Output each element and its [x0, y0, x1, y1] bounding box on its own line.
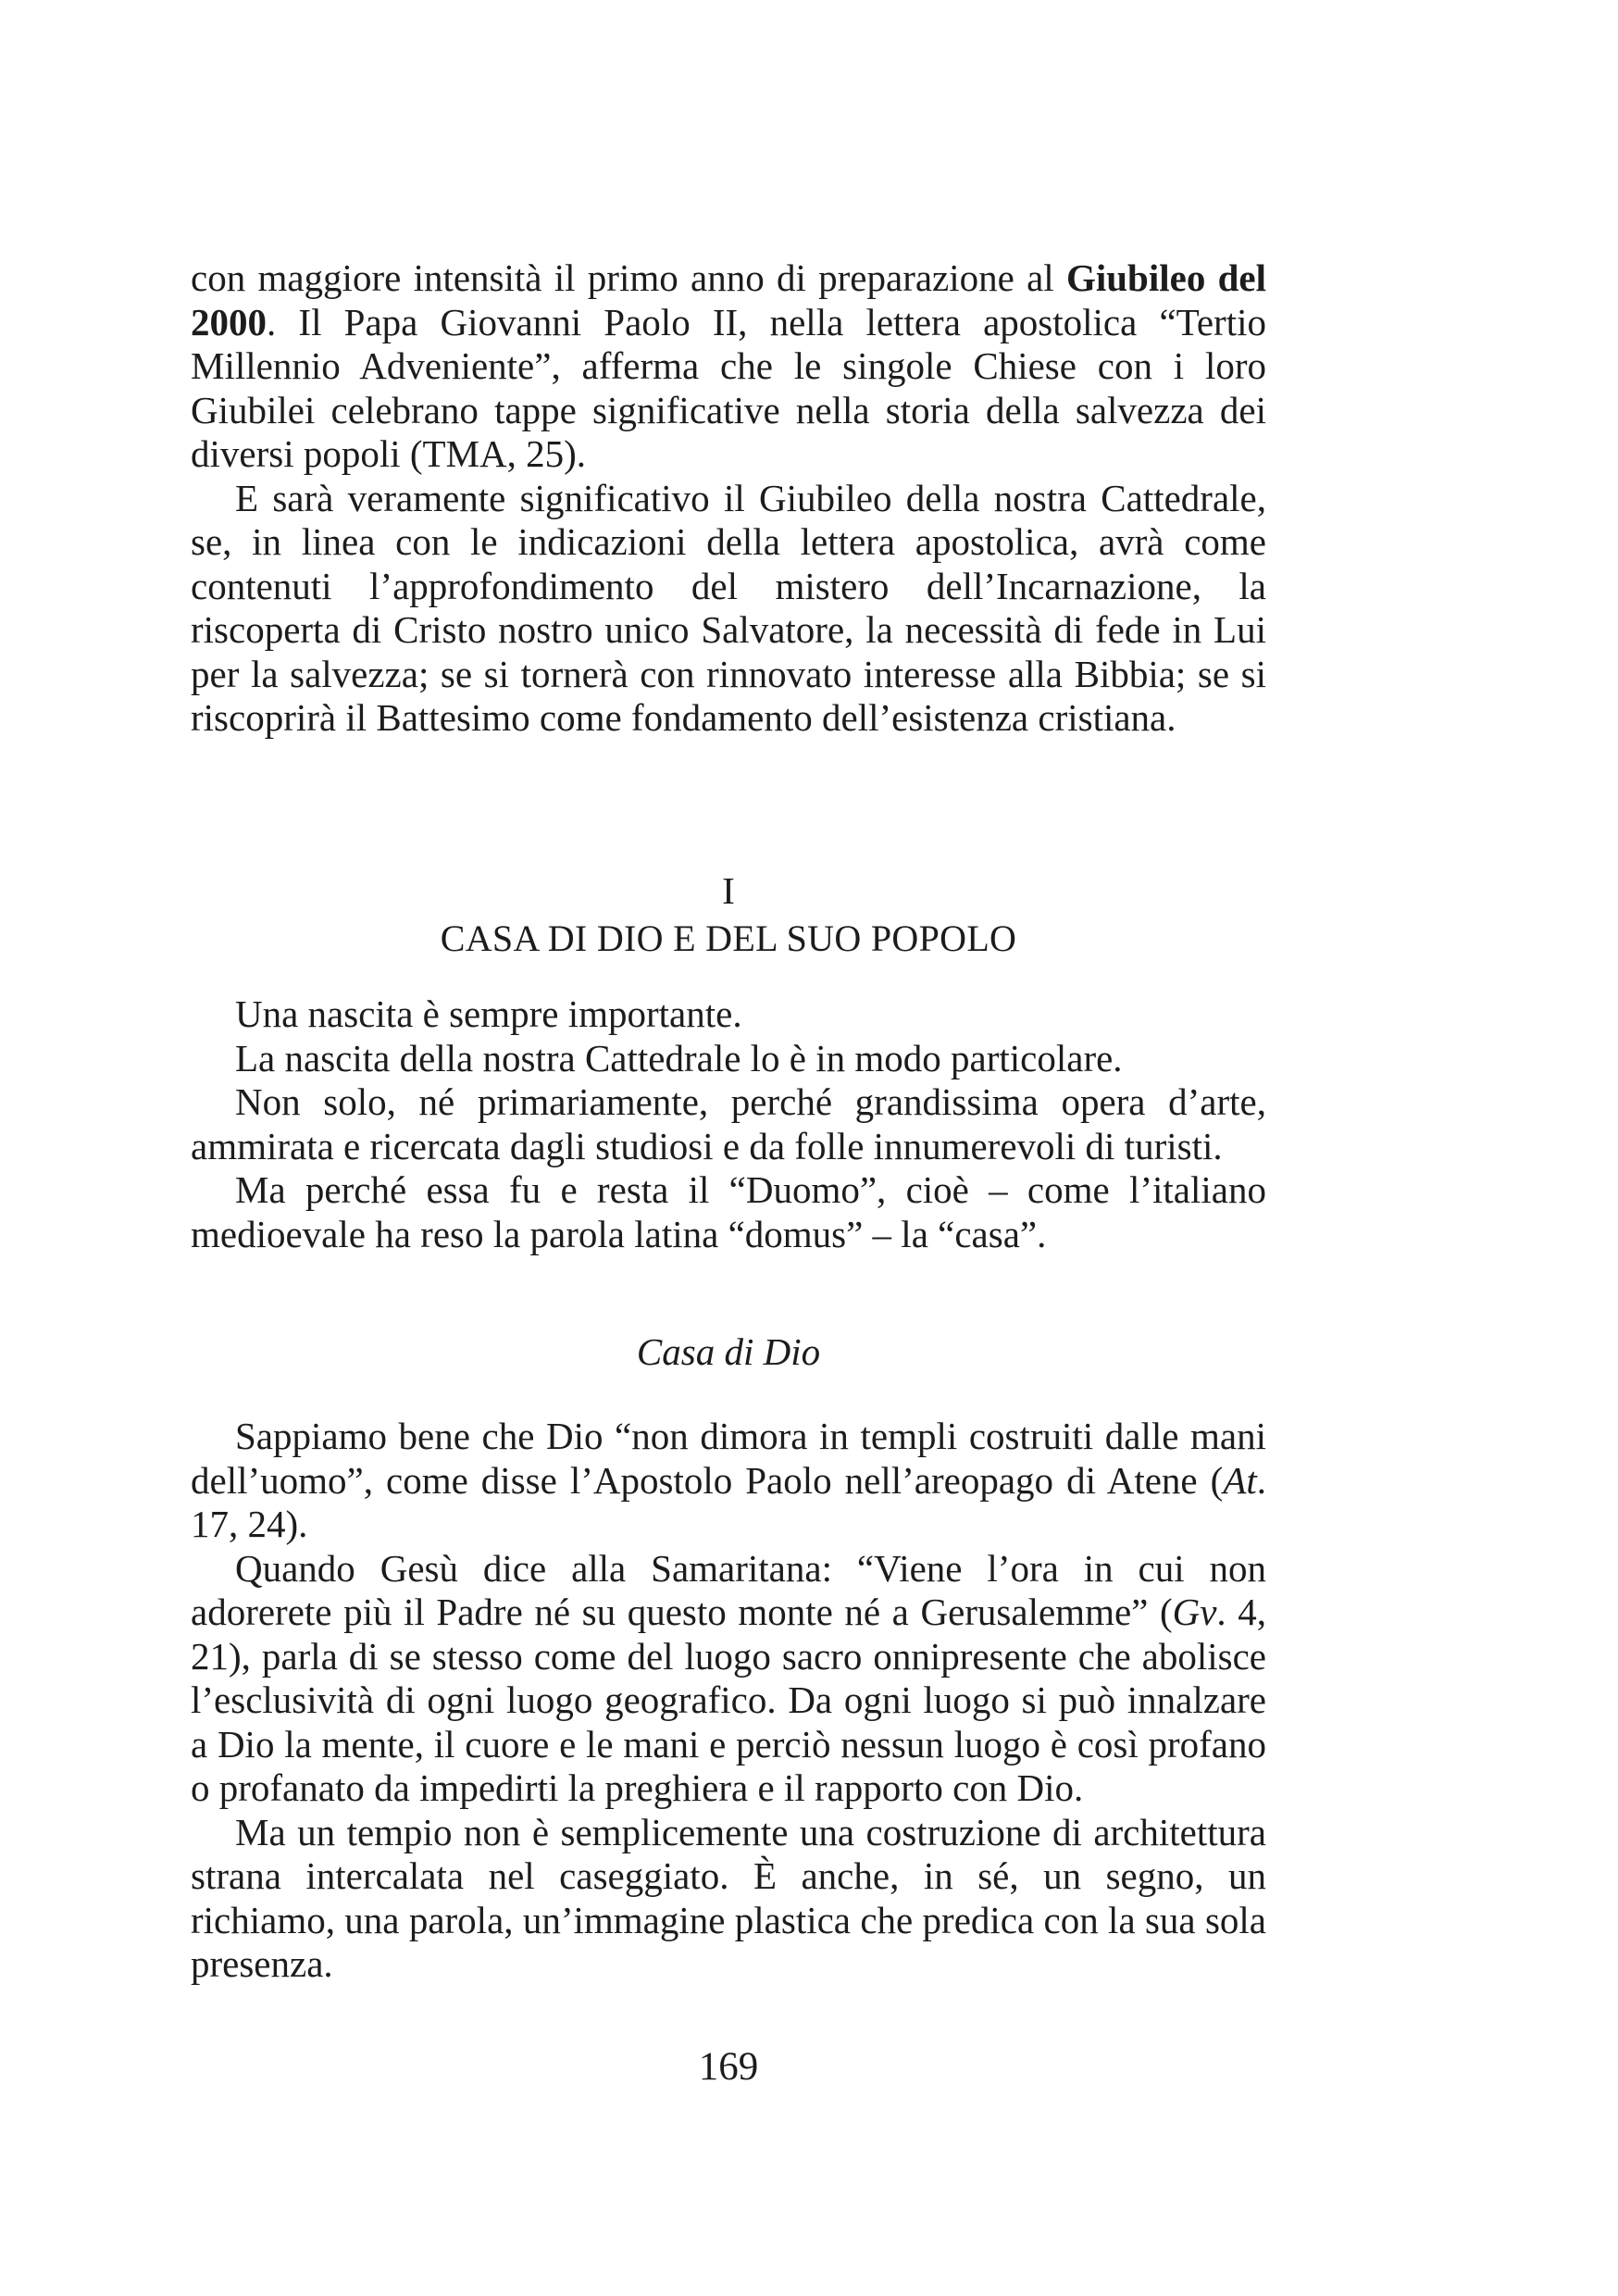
chapter-paragraph: Una nascita è sempre importante. — [235, 992, 742, 1035]
chapter-number: I — [722, 869, 735, 912]
scripture-ref: Gv — [1172, 1591, 1217, 1633]
chapter-paragraph: Non solo, né primariamente, perché grandissima opera d’arte, ammirata e ricercata dagli studiosi e da folle innumerevoli di turisti. — [191, 1080, 1266, 1167]
subsection-title: Casa di Dio — [636, 1330, 821, 1373]
intro-paragraph-2: E sarà veramente significativo il Giubileo della nostra Cattedrale, se, in linea con le indicazioni della lettera apostolica, avrà come contenuti l’approfondimento del mistero dell’Incarnazione, la riscoperta di Cristo nostro unico Salvatore, la necessità di fede in Lui per la salvezza; se si tornerà con rinnovato interesse alla Bibbia; se si riscoprirà il Battesimo come fondamento dell’esistenza cristiana. — [191, 476, 1266, 739]
subsection-paragraph-3: Ma un tempio non è semplicemente una costruzione di architettura strana intercalata nel caseggiato. È anche, in sé, un segno, un richiamo, una parola, un’immagine plastica che predica con la sua sola presenza. — [191, 1810, 1266, 1985]
subsection-paragraph-1 — [191, 1415, 1266, 1547]
chapter-paragraph: Ma perché essa fu e resta il “Duomo”, cioè – come l’italiano medioevale ha reso la parola latina “domus” – la “casa”. — [191, 1168, 1266, 1255]
intro-p1-text: con maggiore intensità il primo anno di preparazione al — [191, 256, 1066, 299]
chapter-title: CASA DI DIO E DEL SUO POPOLO — [440, 917, 1017, 959]
chapter-paragraph: La nascita della nostra Cattedrale lo è in modo particolare. — [235, 1036, 1123, 1079]
subsection-paragraph-2 — [191, 1547, 1266, 1811]
intro-p1-text-continued: . Il Papa Giovanni Paolo II, nella lettera apostolica “Tertio Millennio Adveniente”, afferma che le singole Chiese con i loro Giubilei celebrano tappe significative nella storia della salvezza dei diversi popoli (TMA, 25). — [191, 300, 1266, 475]
intro-paragraph-1 — [191, 256, 1266, 477]
subsection-text — [191, 1415, 1266, 1987]
jubilee-bold-text: Giubileo del 2000 — [191, 256, 1266, 343]
subsection-p2-text-continued: . 4, 21), parla di se stesso come del luogo sacro onnipresente che abolisce l’esclusività di ogni luogo geografico. Da ogni luogo si può innalzare a Dio la mente, il cuore e le mani e perciò nessun luogo è così profano o profanato da impedirti la preghiera e il rapporto con Dio. — [191, 1591, 1266, 1809]
subsection-p1-text-continued: . 17, 24). — [191, 1458, 1266, 1545]
intro-text — [191, 256, 1266, 741]
page-number: 169 — [698, 2045, 759, 2089]
subsection-p2-text: Quando Gesù dice alla Samaritana: “Viene l’ora in cui non adorerete più il Padre né su questo monte né a Gerusalemme” ( — [191, 1546, 1266, 1633]
scripture-ref: At — [1223, 1458, 1257, 1502]
subsection-p1-text: Sappiamo bene che Dio “non dimora in templi costruiti dalle mani dell’uomo”, come disse l’Apostolo Paolo nell’areopago di Atene ( — [191, 1415, 1266, 1502]
chapter-text — [191, 992, 1266, 1256]
